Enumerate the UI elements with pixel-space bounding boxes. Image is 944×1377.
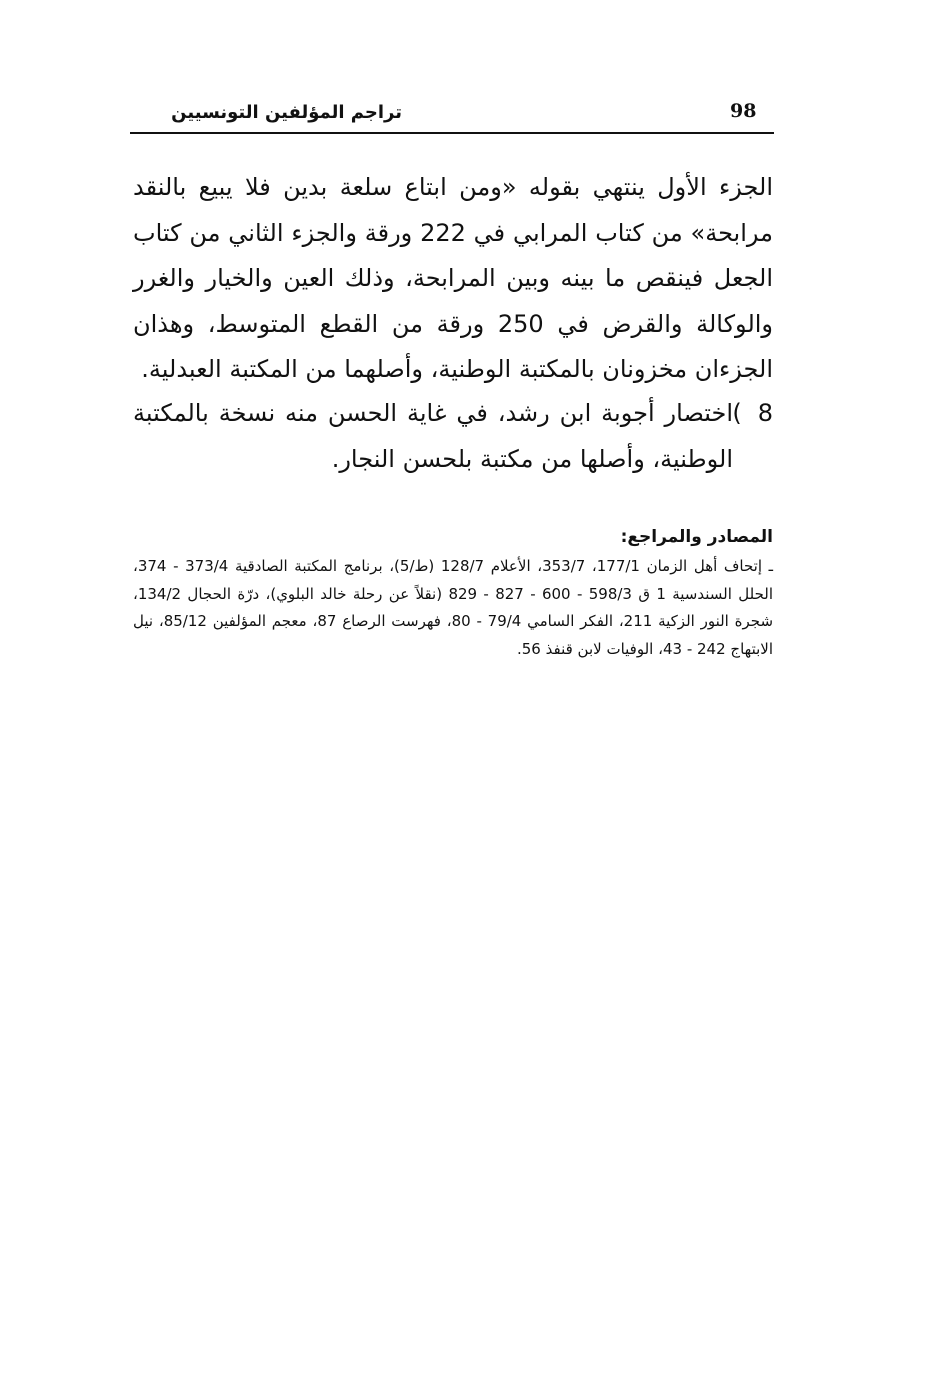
item-parenthesis: ): [732, 399, 742, 427]
item-number: 8: [757, 399, 773, 427]
running-title: تراجم المؤلفين التونسيين: [171, 102, 402, 123]
list-item: [133, 391, 773, 482]
sources-section: [133, 523, 773, 663]
sources-text: ـ إتحاف أهل الزمان 177/1، 353/7، الأعلام 128/7 (ط/5)، برنامج المكتبة الصادقية 373/4 - 374، الحلل السندسية 1 ق 598/3 - 600 - 827 - 829 (نقلاً عن رحلة خالد البلوي)، درّة الحجال 134/2، شجرة النور الزكية 211، الفكر السامي 79/4 - 80، فهرست الرصاع 87، معجم المؤلفين 85/12، نيل الابتهاج 242 - 43، الوفيات لابن قنفذ 56.: [133, 557, 774, 658]
continuation-paragraph: الجزء الأول ينتهي بقوله «ومن ابتاع سلعة بدين فلا يبيع بالنقد مرابحة» من كتاب المرابي في 222 ورقة والجزء الثاني من كتاب الجعل فينقص ما بينه وبين المرابحة، وذلك العين والخيار والغرر والوكالة والقرض في 250 ورقة من القطع المتوسط، وهذان الجزءان مخزونان بالمكتبة الوطنية، وأصلهما من المكتبة العبدلية.: [133, 173, 774, 383]
page-number: 98: [730, 100, 757, 122]
sources-heading: المصادر والمراجع:: [620, 527, 773, 547]
page-header: [130, 96, 774, 134]
item-text: اختصار أجوبة ابن رشد، في غاية الحسن منه نسخة بالمكتبة الوطنية، وأصلها من مكتبة بلحسن النجار.: [133, 399, 733, 473]
main-text: [133, 165, 773, 393]
